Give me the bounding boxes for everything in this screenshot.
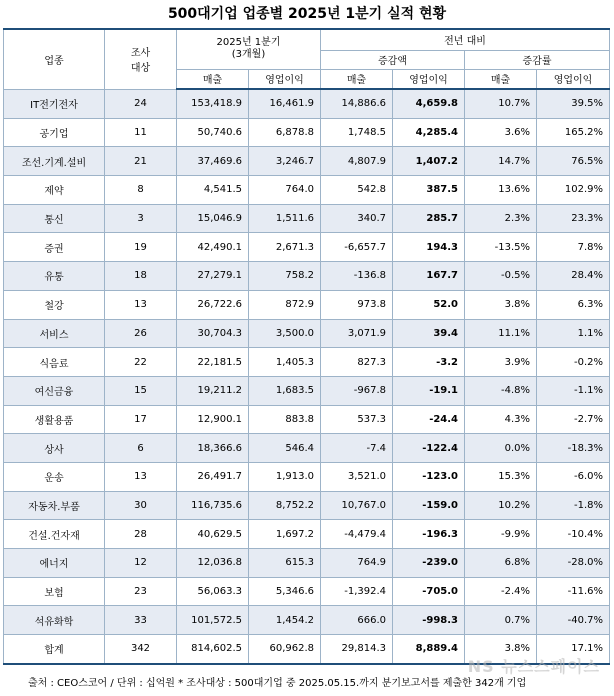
cell-rate-sales: -0.5% bbox=[465, 262, 537, 291]
cell-operating-profit: 16,461.9 bbox=[249, 89, 321, 118]
cell-count: 18 bbox=[105, 262, 177, 291]
cell-sales: 56,063.3 bbox=[177, 577, 249, 606]
cell-change-sales: 827.3 bbox=[321, 348, 393, 377]
cell-rate-sales: 15.3% bbox=[465, 462, 537, 491]
cell-operating-profit: 2,671.3 bbox=[249, 233, 321, 262]
header-change-amount: 증감액 bbox=[321, 50, 465, 69]
cell-operating-profit: 1,913.0 bbox=[249, 462, 321, 491]
cell-change-sales: 3,071.9 bbox=[321, 319, 393, 348]
cell-operating-profit: 1,697.2 bbox=[249, 520, 321, 549]
cell-category: 유통 bbox=[4, 262, 105, 291]
table-row bbox=[4, 577, 610, 606]
cell-change-sales: 537.3 bbox=[321, 405, 393, 434]
performance-table bbox=[3, 28, 610, 665]
cell-rate-operating-profit: 7.8% bbox=[537, 233, 610, 262]
cell-change-sales: -7.4 bbox=[321, 434, 393, 463]
cell-rate-sales: 10.2% bbox=[465, 491, 537, 520]
cell-change-sales: -136.8 bbox=[321, 262, 393, 291]
cell-category: 합계 bbox=[4, 635, 105, 664]
table-row bbox=[4, 549, 610, 578]
cell-change-sales: 3,521.0 bbox=[321, 462, 393, 491]
cell-change-operating-profit: -19.1 bbox=[393, 376, 465, 405]
cell-rate-sales: 14.7% bbox=[465, 147, 537, 176]
cell-count: 3 bbox=[105, 204, 177, 233]
cell-change-operating-profit: 52.0 bbox=[393, 290, 465, 319]
cell-rate-operating-profit: -1.1% bbox=[537, 376, 610, 405]
cell-sales: 22,181.5 bbox=[177, 348, 249, 377]
cell-count: 23 bbox=[105, 577, 177, 606]
cell-rate-sales: -9.9% bbox=[465, 520, 537, 549]
cell-count: 33 bbox=[105, 606, 177, 635]
cell-category: 건설.건자재 bbox=[4, 520, 105, 549]
cell-change-sales: -1,392.4 bbox=[321, 577, 393, 606]
header-category: 업종 bbox=[4, 29, 105, 89]
cell-change-operating-profit: -705.0 bbox=[393, 577, 465, 606]
table-row bbox=[4, 233, 610, 262]
cell-rate-sales: -13.5% bbox=[465, 233, 537, 262]
cell-operating-profit: 1,683.5 bbox=[249, 376, 321, 405]
cell-operating-profit: 3,246.7 bbox=[249, 147, 321, 176]
cell-operating-profit: 872.9 bbox=[249, 290, 321, 319]
cell-rate-sales: 11.1% bbox=[465, 319, 537, 348]
table-row bbox=[4, 405, 610, 434]
table-row bbox=[4, 434, 610, 463]
cell-category: 에너지 bbox=[4, 549, 105, 578]
cell-change-sales: 4,807.9 bbox=[321, 147, 393, 176]
cell-change-operating-profit: 194.3 bbox=[393, 233, 465, 262]
cell-rate-operating-profit: 102.9% bbox=[537, 176, 610, 205]
cell-category: 공기업 bbox=[4, 118, 105, 147]
cell-change-operating-profit: 1,407.2 bbox=[393, 147, 465, 176]
table-row bbox=[4, 520, 610, 549]
header-count: 조사 대상 bbox=[105, 29, 177, 89]
cell-rate-operating-profit: 165.2% bbox=[537, 118, 610, 147]
cell-rate-operating-profit: 17.1% bbox=[537, 635, 610, 664]
cell-rate-sales: 3.6% bbox=[465, 118, 537, 147]
header-yoy-group: 전년 대비 bbox=[321, 29, 610, 50]
cell-rate-sales: 2.3% bbox=[465, 204, 537, 233]
table-row bbox=[4, 606, 610, 635]
cell-change-operating-profit: -239.0 bbox=[393, 549, 465, 578]
cell-sales: 153,418.9 bbox=[177, 89, 249, 118]
cell-sales: 101,572.5 bbox=[177, 606, 249, 635]
cell-count: 15 bbox=[105, 376, 177, 405]
header-rate-sales: 매출 bbox=[465, 69, 537, 89]
cell-count: 342 bbox=[105, 635, 177, 664]
cell-sales: 40,629.5 bbox=[177, 520, 249, 549]
cell-change-operating-profit: 8,889.4 bbox=[393, 635, 465, 664]
cell-operating-profit: 615.3 bbox=[249, 549, 321, 578]
table-title: 500대기업 업종별 2025년 1분기 실적 현황 bbox=[167, 6, 447, 22]
cell-change-sales: 340.7 bbox=[321, 204, 393, 233]
cell-sales: 19,211.2 bbox=[177, 376, 249, 405]
cell-category: 운송 bbox=[4, 462, 105, 491]
cell-sales: 12,036.8 bbox=[177, 549, 249, 578]
cell-change-sales: -967.8 bbox=[321, 376, 393, 405]
cell-change-operating-profit: 39.4 bbox=[393, 319, 465, 348]
cell-change-sales: 14,886.6 bbox=[321, 89, 393, 118]
header-change-rate: 증감률 bbox=[465, 50, 610, 69]
cell-count: 6 bbox=[105, 434, 177, 463]
header-sales: 매출 bbox=[177, 69, 249, 89]
cell-count: 8 bbox=[105, 176, 177, 205]
cell-change-sales: 973.8 bbox=[321, 290, 393, 319]
cell-sales: 4,541.5 bbox=[177, 176, 249, 205]
table-row bbox=[4, 290, 610, 319]
cell-category: 식음료 bbox=[4, 348, 105, 377]
cell-change-operating-profit: 285.7 bbox=[393, 204, 465, 233]
cell-operating-profit: 1,405.3 bbox=[249, 348, 321, 377]
cell-change-operating-profit: -159.0 bbox=[393, 491, 465, 520]
cell-count: 12 bbox=[105, 549, 177, 578]
cell-category: 철강 bbox=[4, 290, 105, 319]
cell-change-operating-profit: 4,659.8 bbox=[393, 89, 465, 118]
cell-rate-operating-profit: -6.0% bbox=[537, 462, 610, 491]
header-change-operating-profit: 영업이익 bbox=[393, 69, 465, 89]
header-rate-operating-profit: 영업이익 bbox=[537, 69, 610, 89]
cell-count: 21 bbox=[105, 147, 177, 176]
cell-category: 제약 bbox=[4, 176, 105, 205]
cell-rate-sales: 6.8% bbox=[465, 549, 537, 578]
cell-sales: 30,704.3 bbox=[177, 319, 249, 348]
cell-change-operating-profit: 4,285.4 bbox=[393, 118, 465, 147]
cell-operating-profit: 883.8 bbox=[249, 405, 321, 434]
cell-operating-profit: 764.0 bbox=[249, 176, 321, 205]
cell-change-sales: -4,479.4 bbox=[321, 520, 393, 549]
cell-sales: 12,900.1 bbox=[177, 405, 249, 434]
cell-category: 생활용품 bbox=[4, 405, 105, 434]
cell-rate-sales: -4.8% bbox=[465, 376, 537, 405]
table-body bbox=[4, 89, 610, 664]
cell-sales: 50,740.6 bbox=[177, 118, 249, 147]
cell-change-operating-profit: 387.5 bbox=[393, 176, 465, 205]
cell-rate-operating-profit: -11.6% bbox=[537, 577, 610, 606]
cell-operating-profit: 3,500.0 bbox=[249, 319, 321, 348]
cell-operating-profit: 546.4 bbox=[249, 434, 321, 463]
cell-count: 22 bbox=[105, 348, 177, 377]
cell-count: 24 bbox=[105, 89, 177, 118]
table-row bbox=[4, 89, 610, 118]
cell-rate-sales: 0.7% bbox=[465, 606, 537, 635]
table-row bbox=[4, 491, 610, 520]
header-change-sales: 매출 bbox=[321, 69, 393, 89]
table-row bbox=[4, 147, 610, 176]
table-row bbox=[4, 118, 610, 147]
cell-category: 석유화학 bbox=[4, 606, 105, 635]
table-row bbox=[4, 319, 610, 348]
cell-operating-profit: 1,511.6 bbox=[249, 204, 321, 233]
watermark-logo: NS 뉴스스페이스 bbox=[467, 657, 600, 676]
table-row bbox=[4, 376, 610, 405]
cell-sales: 37,469.6 bbox=[177, 147, 249, 176]
cell-operating-profit: 8,752.2 bbox=[249, 491, 321, 520]
cell-operating-profit: 6,878.8 bbox=[249, 118, 321, 147]
header-q1-group: 2025년 1분기 (3개월) bbox=[177, 29, 321, 69]
cell-rate-sales: -2.4% bbox=[465, 577, 537, 606]
cell-change-operating-profit: -196.3 bbox=[393, 520, 465, 549]
cell-rate-sales: 3.9% bbox=[465, 348, 537, 377]
cell-rate-sales: 3.8% bbox=[465, 290, 537, 319]
cell-rate-operating-profit: -2.7% bbox=[537, 405, 610, 434]
cell-operating-profit: 1,454.2 bbox=[249, 606, 321, 635]
cell-category: IT전기전자 bbox=[4, 89, 105, 118]
cell-category: 조선.기계.설비 bbox=[4, 147, 105, 176]
cell-rate-operating-profit: 39.5% bbox=[537, 89, 610, 118]
cell-count: 28 bbox=[105, 520, 177, 549]
cell-sales: 26,722.6 bbox=[177, 290, 249, 319]
cell-count: 17 bbox=[105, 405, 177, 434]
table-row bbox=[4, 262, 610, 291]
cell-rate-sales: 4.3% bbox=[465, 405, 537, 434]
header-operating-profit: 영업이익 bbox=[249, 69, 321, 89]
cell-rate-operating-profit: 76.5% bbox=[537, 147, 610, 176]
cell-change-operating-profit: -122.4 bbox=[393, 434, 465, 463]
cell-category: 여신금융 bbox=[4, 376, 105, 405]
cell-count: 13 bbox=[105, 462, 177, 491]
cell-operating-profit: 758.2 bbox=[249, 262, 321, 291]
cell-category: 보험 bbox=[4, 577, 105, 606]
cell-operating-profit: 5,346.6 bbox=[249, 577, 321, 606]
cell-change-operating-profit: -24.4 bbox=[393, 405, 465, 434]
cell-sales: 26,491.7 bbox=[177, 462, 249, 491]
cell-rate-operating-profit: 1.1% bbox=[537, 319, 610, 348]
cell-count: 19 bbox=[105, 233, 177, 262]
source-footnote: 출처 : CEO스코어 / 단위 : 십억원 * 조사대상 : 500대기업 중 2025.05.15.까지 분기보고서를 제출한 342개 기업 bbox=[28, 678, 527, 689]
cell-operating-profit: 60,962.8 bbox=[249, 635, 321, 664]
cell-rate-sales: 3.8% bbox=[465, 635, 537, 664]
cell-category: 서비스 bbox=[4, 319, 105, 348]
cell-change-sales: 666.0 bbox=[321, 606, 393, 635]
cell-rate-operating-profit: -18.3% bbox=[537, 434, 610, 463]
cell-category: 통신 bbox=[4, 204, 105, 233]
cell-rate-operating-profit: 23.3% bbox=[537, 204, 610, 233]
table-row bbox=[4, 176, 610, 205]
cell-category: 증권 bbox=[4, 233, 105, 262]
cell-sales: 27,279.1 bbox=[177, 262, 249, 291]
cell-rate-operating-profit: -0.2% bbox=[537, 348, 610, 377]
cell-rate-operating-profit: 28.4% bbox=[537, 262, 610, 291]
cell-change-sales: 1,748.5 bbox=[321, 118, 393, 147]
cell-change-sales: 29,814.3 bbox=[321, 635, 393, 664]
cell-change-sales: 10,767.0 bbox=[321, 491, 393, 520]
cell-change-sales: -6,657.7 bbox=[321, 233, 393, 262]
cell-count: 13 bbox=[105, 290, 177, 319]
cell-sales: 15,046.9 bbox=[177, 204, 249, 233]
table-row bbox=[4, 204, 610, 233]
cell-sales: 18,366.6 bbox=[177, 434, 249, 463]
cell-change-operating-profit: -998.3 bbox=[393, 606, 465, 635]
table-row bbox=[4, 348, 610, 377]
cell-count: 26 bbox=[105, 319, 177, 348]
cell-sales: 42,490.1 bbox=[177, 233, 249, 262]
cell-change-sales: 542.8 bbox=[321, 176, 393, 205]
cell-change-sales: 764.9 bbox=[321, 549, 393, 578]
cell-change-operating-profit: 167.7 bbox=[393, 262, 465, 291]
cell-rate-operating-profit: -28.0% bbox=[537, 549, 610, 578]
cell-rate-operating-profit: -40.7% bbox=[537, 606, 610, 635]
cell-change-operating-profit: -3.2 bbox=[393, 348, 465, 377]
cell-rate-sales: 10.7% bbox=[465, 89, 537, 118]
cell-rate-sales: 0.0% bbox=[465, 434, 537, 463]
cell-rate-operating-profit: 6.3% bbox=[537, 290, 610, 319]
cell-category: 상사 bbox=[4, 434, 105, 463]
cell-rate-operating-profit: -10.4% bbox=[537, 520, 610, 549]
cell-count: 11 bbox=[105, 118, 177, 147]
table-row bbox=[4, 462, 610, 491]
cell-rate-sales: 13.6% bbox=[465, 176, 537, 205]
cell-category: 자동차.부품 bbox=[4, 491, 105, 520]
cell-sales: 814,602.5 bbox=[177, 635, 249, 664]
cell-change-operating-profit: -123.0 bbox=[393, 462, 465, 491]
cell-count: 30 bbox=[105, 491, 177, 520]
cell-rate-operating-profit: -1.8% bbox=[537, 491, 610, 520]
cell-sales: 116,735.6 bbox=[177, 491, 249, 520]
